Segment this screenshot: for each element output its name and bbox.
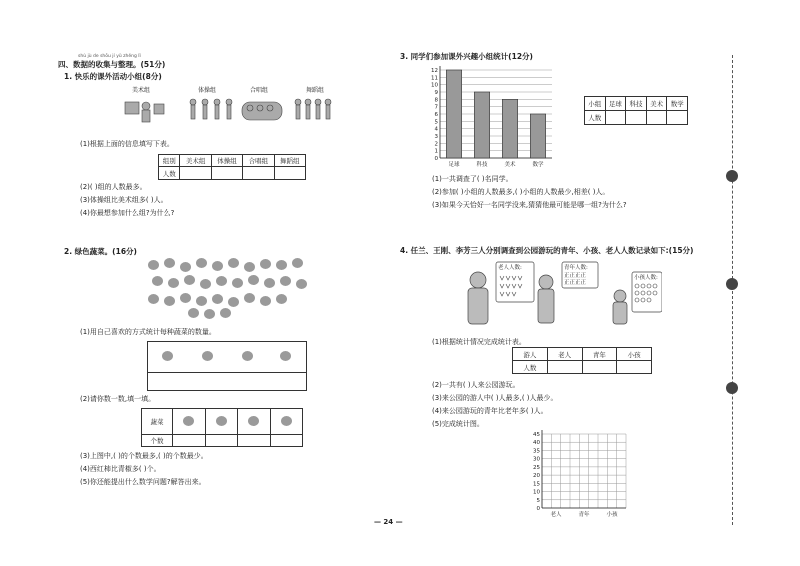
q4-table-header: 老人 [547, 348, 582, 361]
q1-answer-cell[interactable] [274, 167, 305, 180]
x-tick-label: 足球 [448, 162, 460, 168]
q3-title: 3. 同学们参加课外兴趣小组统计(12分) [400, 52, 533, 61]
q3-bar-chart [420, 64, 560, 170]
y-tick-label: 20 [533, 473, 540, 480]
bubble-youth-tally: 正正正正 [564, 273, 587, 279]
q2-answer-cell[interactable] [270, 435, 303, 447]
q2-veg-cell [205, 409, 238, 435]
bubble-youth-label: 青年人数: [564, 265, 588, 271]
bar [474, 92, 489, 158]
q2-sub4: (4)西红柿比青椒多( )个。 [80, 465, 161, 473]
x-tick-label: 美术 [504, 162, 516, 168]
q3-answer-cell[interactable] [646, 111, 667, 125]
q4-blank-bar-chart[interactable] [522, 428, 632, 520]
q4-illustration [462, 260, 662, 332]
q1-sub3: (3)体操组比美术组多( )人。 [80, 196, 168, 204]
y-tick-label: 3 [434, 134, 438, 140]
q3-answer-cell[interactable] [626, 111, 647, 125]
q3-table-row-label: 人数 [585, 111, 606, 125]
q3-table-header: 科技 [626, 97, 647, 111]
q3-sub2: (2)参加( )小组的人数最多,( )小组的人数最少,相差( )人。 [432, 188, 610, 196]
y-tick-label: 0 [434, 156, 438, 162]
q1-table-header: 美术组 [180, 155, 211, 167]
y-tick-label: 9 [434, 90, 438, 96]
y-tick-label: 10 [533, 489, 540, 496]
q2-sub2: (2)请你数一数,填一填。 [80, 395, 156, 403]
y-tick-label: 5 [536, 497, 540, 504]
q4-sub1: (1)根据统计情况完成统计表。 [432, 338, 526, 346]
y-tick-label: 7 [434, 104, 438, 111]
y-tick-label: 11 [431, 75, 438, 82]
q1-table-row-label: 人数 [159, 167, 180, 180]
q4-answer-cell[interactable] [617, 361, 652, 374]
section-title: 四、数据的收集与整理。(51分) [58, 60, 166, 69]
y-tick-label: 4 [434, 126, 438, 133]
q3-table-header: 数学 [667, 97, 688, 111]
q4-sub3: (3)来公园的游人中( )人最多,( )人最少。 [432, 394, 558, 402]
y-tick-label: 6 [434, 112, 438, 118]
group-label-choir: 合唱组 [250, 87, 269, 94]
y-tick-label: 40 [533, 440, 540, 447]
q4-table-row-label: 人数 [513, 361, 548, 374]
q4-table-header: 小孩 [617, 348, 652, 361]
q4-answer-cell[interactable] [582, 361, 617, 374]
page-number: — 24 — [374, 518, 403, 526]
q4-table-header: 游人 [513, 348, 548, 361]
q2-veg-cell [238, 409, 271, 435]
y-tick-label: 10 [431, 82, 438, 89]
bar [446, 70, 461, 158]
q2-sub5: (5)你还能提出什么数学问题?解答出来。 [80, 478, 206, 486]
q3-sub3: (3)如果今天恰好一名同学没来,猜猜他最可能是哪一组?为什么? [432, 201, 627, 209]
q1-table [158, 154, 306, 180]
q4-sub2: (2)一共有( )人来公园游玩。 [432, 381, 520, 389]
vegetables-picture [148, 258, 313, 320]
y-tick-label: 5 [434, 119, 438, 126]
x-tick-label: 科技 [476, 162, 488, 168]
q1-answer-cell[interactable] [180, 167, 211, 180]
q2-sub3: (3)上图中,( )的个数最多,( )的个数最少。 [80, 452, 208, 460]
q2-table-header: 蔬菜 [142, 409, 173, 435]
y-tick-label: 0 [536, 506, 540, 512]
q3-table-header: 足球 [605, 97, 626, 111]
y-tick-label: 45 [533, 432, 540, 438]
group-label-art: 美术组 [132, 87, 151, 94]
y-tick-label: 15 [533, 481, 540, 488]
q2-table [141, 408, 303, 447]
binding-seal-icon [726, 382, 738, 394]
q1-answer-cell[interactable] [243, 167, 274, 180]
q4-title: 4. 任兰、王刚、李芳三人分别调查到公园游玩的青年、小孩、老人人数记录如下:(15分) [400, 246, 694, 255]
bar [530, 114, 545, 158]
q3-table-header: 小组 [585, 97, 606, 111]
q2-answer-cell[interactable] [238, 435, 271, 447]
q2-sub1: (1)用自己喜欢的方式统计每种蔬菜的数量。 [80, 328, 216, 336]
binding-line [732, 55, 733, 525]
q3-sub1: (1)一共调查了( )名同学。 [432, 175, 513, 183]
q4-sub5: (5)完成统计图。 [432, 420, 484, 428]
q2-veg-cell [173, 409, 206, 435]
q1-table-header: 舞蹈组 [274, 155, 305, 167]
bubble-child-label: 小孩人数: [634, 275, 658, 281]
y-tick-label: 25 [533, 464, 540, 471]
q2-table-row-label: 个数 [142, 435, 173, 447]
x-tick-label: 数学 [532, 162, 544, 168]
q1-sub2: (2)( )组的人数最多。 [80, 183, 147, 191]
q1-answer-cell[interactable] [211, 167, 242, 180]
q2-tally-box[interactable] [147, 341, 307, 391]
q3-table [584, 96, 688, 125]
bar [502, 99, 517, 158]
y-tick-label: 2 [434, 141, 438, 148]
activity-illustrations [120, 96, 335, 132]
group-label-gym: 体操组 [198, 87, 217, 94]
q1-table-header: 体操组 [211, 155, 242, 167]
binding-seal-icon [726, 170, 738, 182]
section-pinyin: shù jù de shōu jí yǔ zhěng lǐ [78, 54, 141, 59]
q3-answer-cell[interactable] [667, 111, 688, 125]
q1-sub4: (4)你最想参加什么组?为什么? [80, 209, 175, 217]
bubble-youth-tally: 正正正正 [564, 280, 587, 286]
q2-answer-cell[interactable] [173, 435, 206, 447]
y-tick-label: 35 [533, 448, 540, 455]
y-tick-label: 30 [533, 456, 540, 463]
q1-table-header: 组别 [159, 155, 180, 167]
binding-seal-icon [726, 278, 738, 290]
group-label-dance: 舞蹈组 [306, 87, 325, 94]
q1-title: 1. 快乐的课外活动小组(8分) [64, 72, 162, 81]
q2-veg-cell [270, 409, 303, 435]
bubble-elder-label: 老人人数: [498, 265, 522, 271]
q4-table [512, 347, 652, 374]
y-tick-label: 1 [434, 148, 438, 155]
q4-table-header: 青年 [582, 348, 617, 361]
q3-answer-cell[interactable] [605, 111, 626, 125]
q2-answer-cell[interactable] [205, 435, 238, 447]
q1-table-header: 合唱组 [243, 155, 274, 167]
x-tick-label: 青年 [578, 512, 590, 518]
q2-title: 2. 绿色蔬菜。(16分) [64, 247, 137, 256]
x-tick-label: 老人 [550, 512, 562, 518]
q4-sub4: (4)来公园游玩的青年比老年多( )人。 [432, 407, 548, 415]
x-tick-label: 小孩 [606, 512, 618, 518]
y-tick-label: 12 [431, 68, 438, 74]
y-tick-label: 8 [434, 97, 438, 104]
q1-sub1: (1)根据上面的信息填写下表。 [80, 140, 174, 148]
q3-table-header: 美术 [646, 97, 667, 111]
q4-answer-cell[interactable] [547, 361, 582, 374]
